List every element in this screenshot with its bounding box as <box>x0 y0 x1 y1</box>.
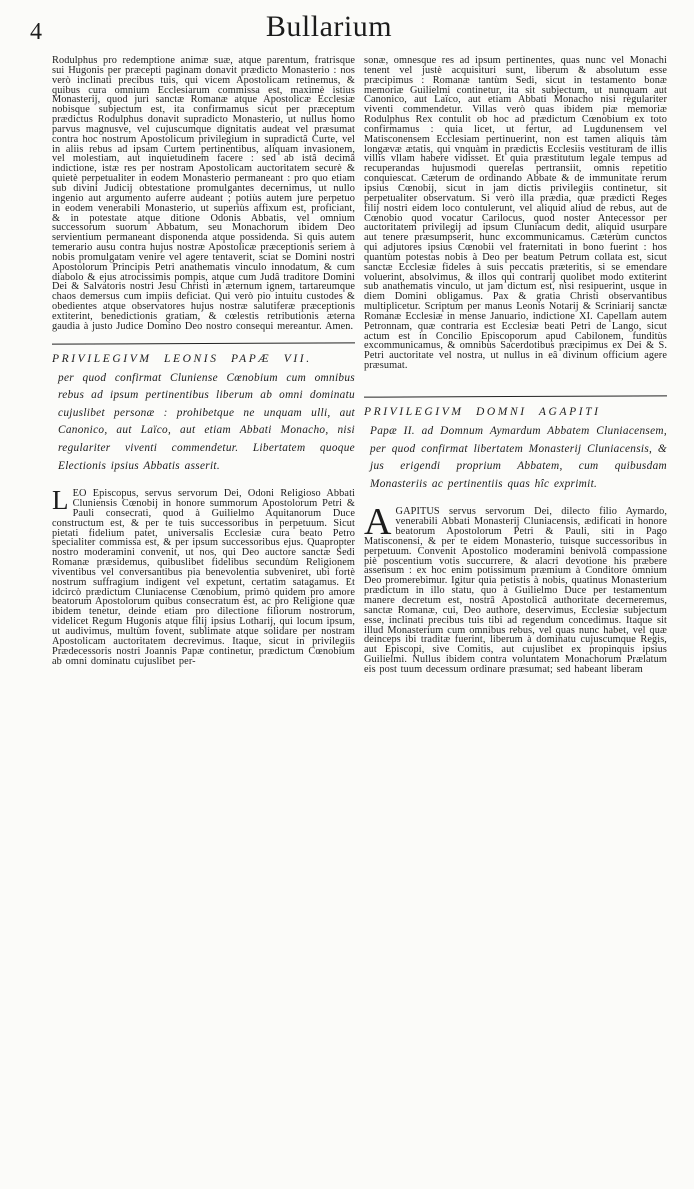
section-heading-leo: PRIVILEGIVM LEONIS PAPÆ VII. <box>52 352 312 365</box>
section-divider-rule <box>52 342 355 344</box>
right-column <box>364 56 667 675</box>
section-divider-rule <box>364 395 667 397</box>
right-continuation-paragraph: sonæ, omnesque res ad ipsum pertinentes, quas nunc vel Monachi tenent vel justè acquisituri sunt, liberum & absolutum esse præcipimus : Romanæ tantùm Sedi, sicut in testamento bonæ memoriæ Guilielmi continetur, ita sit subjectum, ut nunquam aut Canonico, aut Laïco, aut etiam Abbati Monacho nisi regulariter viventi commendetur. Villas verò quas ibidem piæ memoriæ Rodulphus Rex contulit ob hoc ad prædictum Cœnobium ex toto confirmamus : quia licet, ut fertur, ad Lugdunensem vel Matisconensem Ecclesiam pertinuerint, non est tamen aliquis tàm longævæ ætatis, qui vnquàm in prædictis Ecclesiis vestituram de illis villis vllam habere vidisset. Et quia præstitutum legale tempus ad recuperandas hujusmodi querelas pertransiit, omnis repetitio conquiescat. Cæterum de ordinando Abbate & de immunitate rerum ipsius Cœnobij, sicut in jam dictis privilegiis continetur, sit perpetualiter observatum. Si verò illa prædia, quæ prædicti Reges filij nostri eidem loco contulerunt, vel aliquid aliud de rebus, aut de Cœnobio quod vocatur Carilocus, quod noster Antecessor per auctoritatem privilegij ad ipsum Cluniacum dedit, aliquid usurpare aut tenere præsumpserit, hunc excommunicamus. Cæterùm cunctos qui adjutores ipsius Cœnobii vel fraternitati in bono fuerint : hos quantùm potestas nobis à Deo per beatum Petrum collata est, sicut sanctæ Ecclesiæ fideles à suis peccatis præteritis, si se emendare voluerint, absolvimus, & illos qui contrarij quolibet modo extiterint sub anathematis vinculo, ut jam dictum est, nisi resipuerint, usque in diem Domini obligamus. Pax & gratia Christi observantibus multiplicetur. Scriptum per manus Leonis Notarij & Scriniarij sanctæ Romanæ Ecclesiæ in mense Januario, indictione XI. Capellam autem Petronnam, quæ contraria est Ecclesiæ beati Petri de Lango, sicut actum est in Concilio Episcoporum apud Cabilonem, funditùs excommunicamus, & omnibus Sacerdotibus præcipimus ex Dei & S. Petri auctoritate vel nostra, ut nullus in eâ divinum officium agere præsumat. <box>364 55 667 372</box>
section-summary-leo: per quod confirmat Cluniense Cœnobium cum omnibus rebus ad ipsum pertinentibus liberum ab omni dominatu cujuslibet personæ : prohibetque ne unquam ulli, aut Canonico, aut Laïco, aut etiam Abbati Monacho, nisi regulariter viventi commendetur. Libertatem quoque Electionis ipsius Abbatis asserit. <box>58 371 355 472</box>
left-continuation-paragraph: Rodulphus pro redemptione animæ suæ, atque parentum, fratrisque sui Hugonis per præcepti paginam donavit prædicto Monasterio : nos verò inclinati precibus tuis, qui vicem Apostolicam retinemus, & quibus cura omnium Ecclesiarum commissa est, maximè istius Monasterij, quod juri sanctæ Romanæ atque Apostolicæ Ecclesiæ nobisque subjectum est, ita confirmamus sicut per præceptum prædictus Rodulphus donavit supradicto Monasterio, ut nullus homo parvus magnusve, vel cujuscumque dignitatis audeat vel præsumat contra hoc nostrum Apostolicum privilegium in supradictâ Curte, vel in aliis rebus ad ipsam Curtem pertinentibus, aliquam invasionem, vel molestiam, aut inquietudinem facere : sed ab istâ decimâ indictione, istæ res per nostram Apostolicam auctoritatem securè & quietè perpetualiter in eodem Monasterio permaneant : pro quo etiam sub divini Judicij obtestatione promulgantes decernimus, ut nullo ingenio aut argumento auferre audeant ; potiùs autem jure perpetuo in eodem venerabili Monasterio, ut superiùs affixum est, proficiant, & in potestate atque ditione Odonis Abbatis, vel omnium successorum suorum Abbatum, seu Monachorum ibidem Deo servientium permaneant disponenda atque possidenda. Si quis autem temerario ausu contra hujus nostræ Apostolicæ præceptionis seriem à nobis promulgatam venire vel agere tentaverit, sciat se Domini nostri Apostolorum Principis Petri anathematis vinculo innodatum, & cum diabolo & ejus atrocissimis pompis, atque cum Judâ traditore Domini Dei & Salvatoris nostri Jesu Christi in æternum ignem, tartareumque chaos demersus cum impiis deficiat. Qui verò pio intuitu custodes & obedientes atque observatores hujus nostræ salutiferæ præceptionis extiterint, benedictionis gratiam, & cœlestis retributionis æterna gaudia à justo Judice Domino Deo nostro consequi mereantur. Amen. <box>52 55 355 332</box>
section-body-text: GAPITUS servus servorum Dei, dilecto filio Aymardo, venerabili Abbati Monasterij Cluniacensis, ædificati in honore beatorum Apostolorum Petri & Pauli, siti in Pago Matisconensi, & per te eidem Monasterio, tuisque successoribus in perpetuum. Convenit Apostolico moderamini benivolâ compassione piè poscentium votis succurrere, & alacri devotione his præbere assensum : ex hoc enim potissimum præmium à Conditore omnium Deo promerebimur. Igitur quia petistis à nobis, quatinus Monasterium prædictum in illo statu, quo à Guilielmo Duce per testamentum manere decretum est, nostrâ Apostolicâ authoritate decerneremus, sanctæ Romanæ, cui, Deo authore, deservimus, Ecclesiæ subjectum esse, inclinati precibus tuis tibi ad regendum concedimus. Itaque sit illud Monasterium cum omnibus rebus, vel quas nunc habet, vel quæ deinceps ibi traditæ fuerint, liberum à dominatu cujuscumque Regis, aut Episcopi, sive Comitis, aut cujuslibet ex propinquis ipsius Guilielmi. Nullus ibidem contra voluntatem Monachorum Prælatum eis post tuum decessum ordinare præsumat; sed habeant liberam <box>364 506 667 675</box>
page-number: 4 <box>30 19 42 45</box>
section-body-text: EO Episcopus, servus servorum Dei, Odoni Religioso Abbati Cluniensis Cœnobij in honore summorum Apostolorum Petri & Pauli consecrati, quod à Guilielmo Aquitanorum Duce constructum est, & per te tuis successoribus in perpetuum. Sicut pietati fidelium patet, universalis Ecclesiæ cura beato Petro specialiter commissa est, & per ipsum successoribus ejus. Quapropter nostro moderamini convenit, ut nos, qui Deo auctore sanctæ Sedi Romanæ præsidemus, quibuslibet fidelibus secundùm Religionem viventibus vel conversantibus pia benevolentia subveniret, ubi fortè nostrum suffragium indigent vel expetunt, certatim satagamus. Et idcircò prædictum Cluniacense Cœnobium, primò quidem pro amore beatorum Apostolorum quibus consecratum est, ac pro Religione quæ ibidem tenetur, deinde etiam pro dilectione filiorum nostrorum, videlicet Regum Hugonis atque filij ipsius Lotharij, qui locum ipsum, ut audivimus, multùm fovent, sublimate atque solidare per nostram Apostolicam auctoritatem decrevimus. Itaque, sicut in privilegiis Prædecessoris nostri Joannis Papæ continetur, prædictum Cœnobium ab omni dominatu cujuslibet per- <box>52 488 355 667</box>
section-body-leo <box>52 485 355 667</box>
section-body-agapiti <box>364 501 667 675</box>
text-columns <box>52 56 670 675</box>
running-title: Bullarium <box>265 10 393 43</box>
drop-cap-initial: A <box>364 501 392 544</box>
section-heading-agapiti: PRIVILEGIVM DOMNI AGAPITI <box>364 406 601 418</box>
left-column <box>52 56 355 675</box>
drop-cap-initial: L <box>52 485 69 516</box>
section-summary-agapiti: Papæ II. ad Domnum Aymardum Abbatem Cluniacensem, per quod confirmat libertatem Monasterij Cluniacensis, & jus erigendi proprium Abbatem, cum quibusdam Monasteriis ac pertinentiis quas hîc exprimit. <box>370 425 667 490</box>
page-header <box>28 10 670 56</box>
